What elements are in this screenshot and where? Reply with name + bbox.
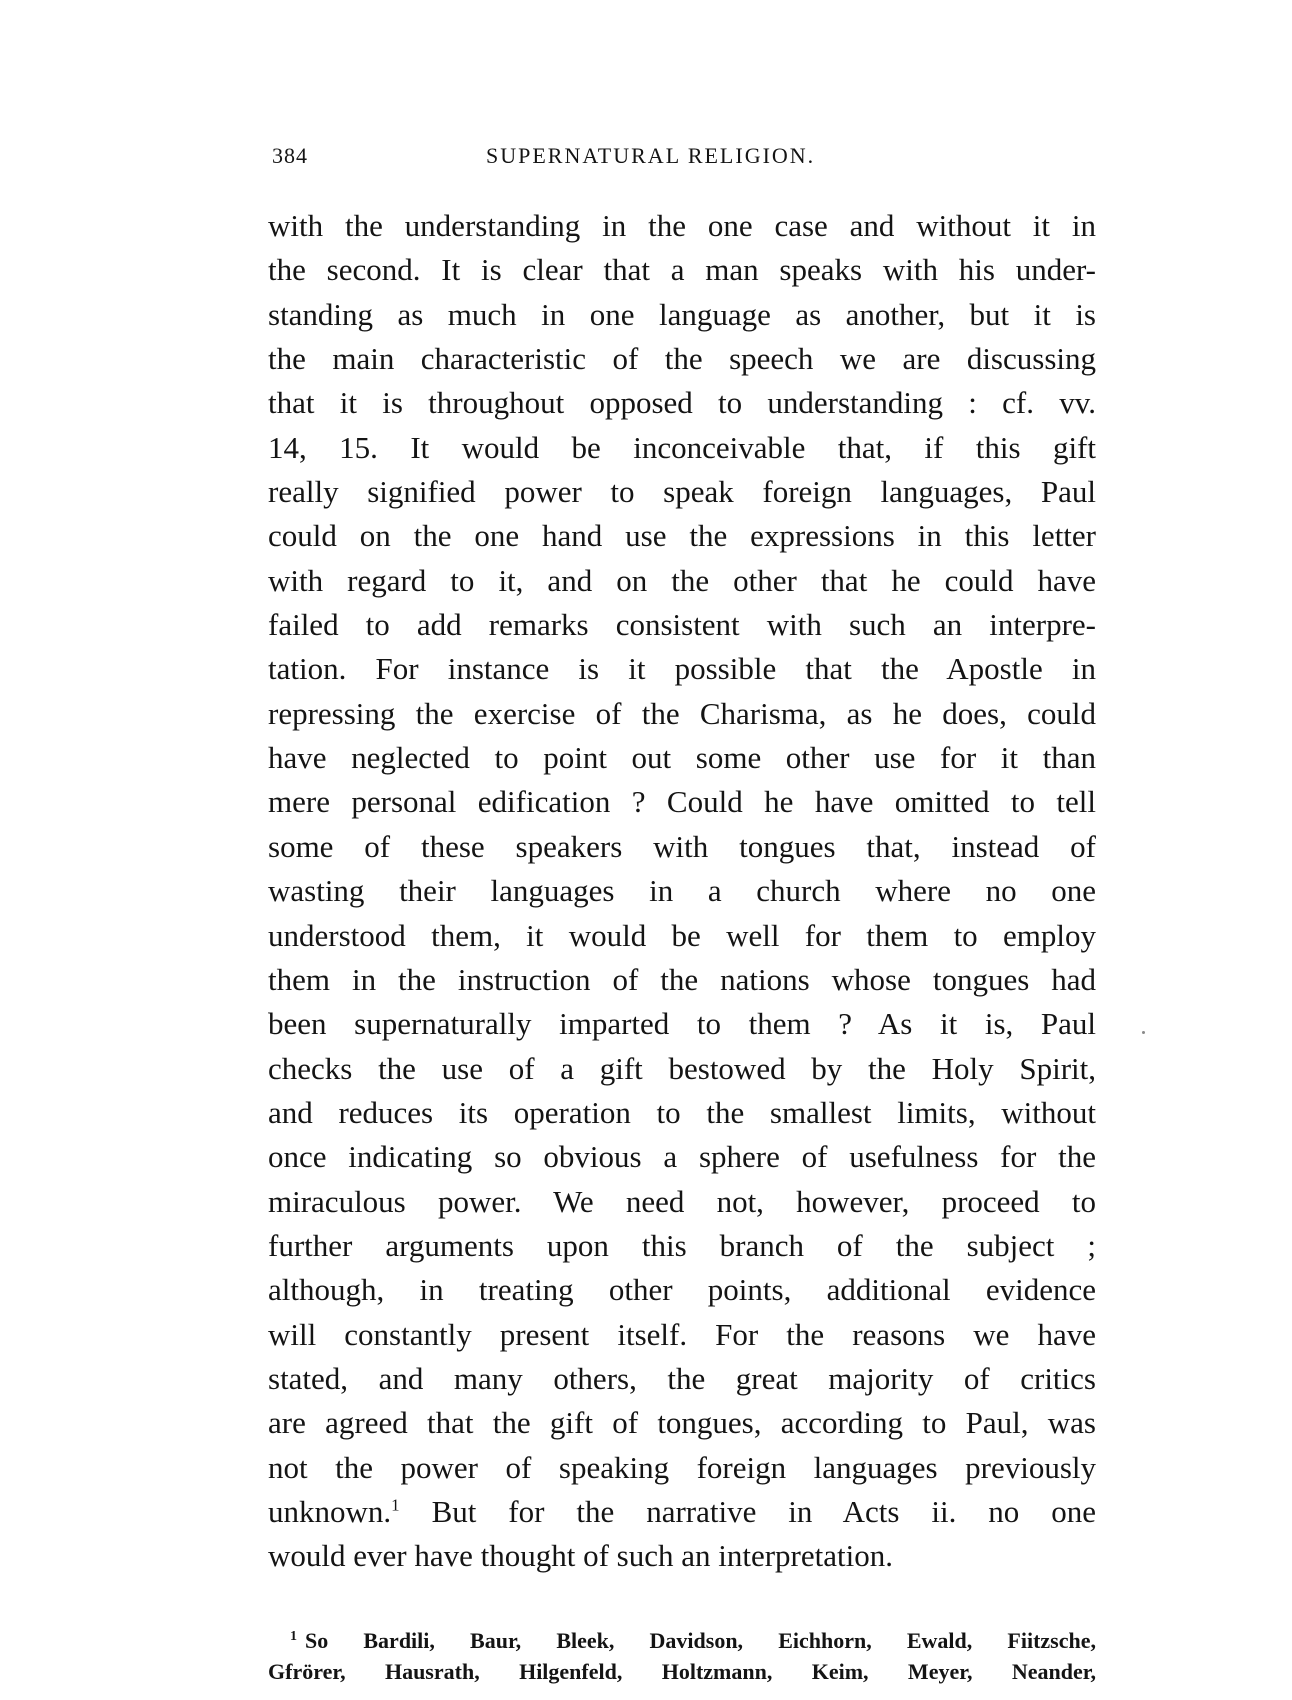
text-line-10: failed to add remarks consistent with such an interpre- [268,607,1096,643]
text-line-14: mere personal edification ? Could he have omitted to tell [268,784,1096,820]
text-line-30 [268,1490,1096,1534]
running-title: SUPERNATURAL RELIGION. [486,143,816,168]
text-line-16: wasting their languages in a church where no one [268,873,1096,909]
text-line-13: have neglected to point out some other use for it than [268,740,1096,776]
footnote-text-1: So Bardili, Baur, Bleek, Davidson, Eichhorn, Ewald, Fiitzsche, [305,1628,1096,1653]
text-line-22: once indicating so obvious a sphere of usefulness for the [268,1139,1096,1175]
scan-speck [1142,1031,1145,1034]
text-line-19: been supernaturally imparted to them ? As it is, Paul [268,1006,1096,1042]
footnote-reference-mark[interactable]: 1 [391,1495,400,1515]
text-line-17: understood them, it would be well for them to employ [268,917,1096,953]
text-line-2: the second. It is clear that a man speaks with his under- [268,252,1096,288]
body-text [268,204,1096,1579]
footnotes [268,1625,1096,1687]
text-line-5: that it is throughout opposed to understanding : cf. vv. [268,385,1096,421]
text-line-20: checks the use of a gift bestowed by the Holy Spirit, [268,1050,1096,1086]
text-line-25: although, in treating other points, additional evidence [268,1272,1096,1308]
text-line-8: could on the one hand use the expressions in this letter [268,518,1096,554]
running-head [272,143,1094,173]
footnote-line-1 [268,1625,1096,1656]
text-line-11: tation. For instance is it possible that the Apostle in [268,651,1096,687]
text-line-18: them in the instruction of the nations whose tongues had [268,961,1096,997]
text-line-29: not the power of speaking foreign languages previously [268,1449,1096,1485]
text-before-footnote-ref: unknown. [268,1493,392,1529]
text-line-9: with regard to it, and on the other that he could have [268,562,1096,598]
text-line-26: will constantly present itself. For the reasons we have [268,1316,1096,1352]
page-number: 384 [272,143,308,168]
text-line-4: the main characteristic of the speech we are discussing [268,341,1096,377]
text-line-21: and reduces its operation to the smallest limits, without [268,1094,1096,1130]
footnote-line-2: Gfrörer, Hausrath, Hilgenfeld, Holtzmann, Keim, Meyer, Neander, [268,1659,1096,1684]
text-line-12: repressing the exercise of the Charisma, as he does, could [268,695,1096,731]
text-line-15: some of these speakers with tongues that, instead of [268,828,1096,864]
text-line-6: 14, 15. It would be inconceivable that, if this gift [268,429,1096,465]
text-line-24: further arguments upon this branch of the subject ; [268,1227,1096,1263]
footnote-mark: 1 [290,1628,297,1644]
text-line-7: really signified power to speak foreign languages, Paul [268,474,1096,510]
text-line-3: standing as much in one language as another, but it is [268,296,1096,332]
text-line-31: would ever have thought of such an interpretation. [268,1538,893,1574]
text-line-27: stated, and many others, the great majority of critics [268,1360,1096,1396]
text-after-footnote-ref: But for the narrative in Acts ii. no one [399,1493,1096,1529]
text-line-23: miraculous power. We need not, however, proceed to [268,1183,1096,1219]
text-line-1: with the understanding in the one case and without it in [268,208,1096,243]
text-line-28: are agreed that the gift of tongues, according to Paul, was [268,1405,1096,1441]
